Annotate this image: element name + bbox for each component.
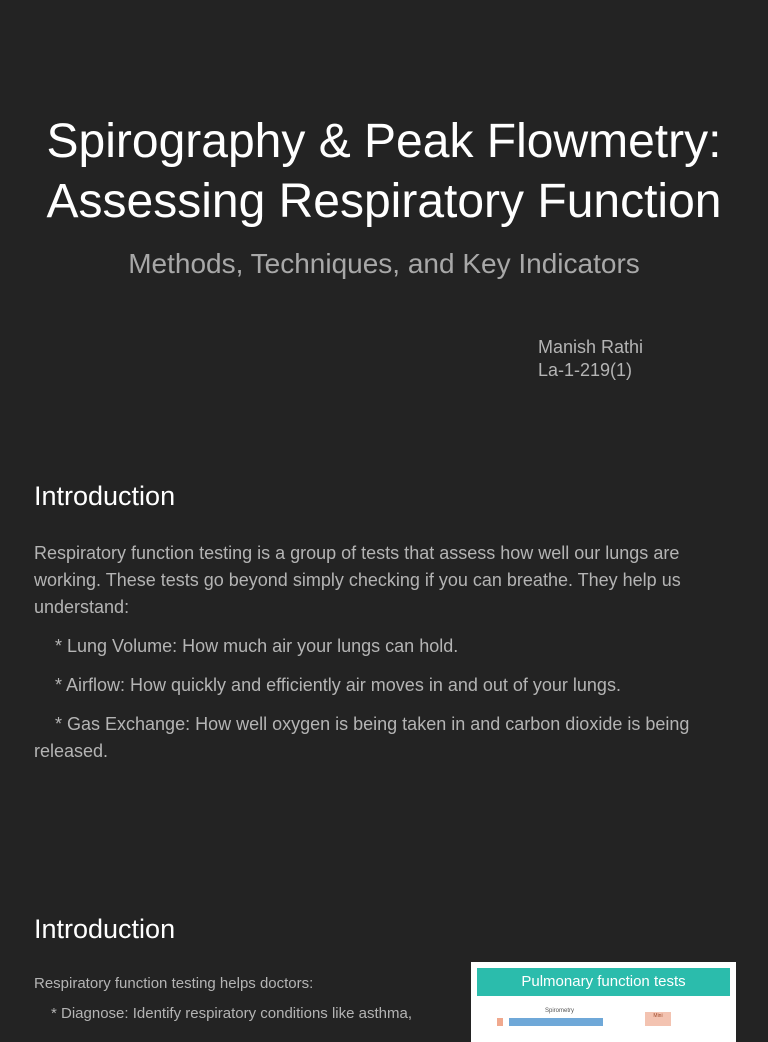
figure-small-bar xyxy=(497,1018,503,1026)
introduction-body xyxy=(34,972,444,1032)
bullet-diagnose: * Diagnose: Identify respiratory conditions like asthma, xyxy=(51,1005,413,1022)
title-slide xyxy=(0,0,768,430)
section-heading: Introduction xyxy=(34,481,176,511)
title-line-1: Spirography & Peak Flowmetry: xyxy=(46,115,722,168)
pulmonary-function-tests-figure xyxy=(471,962,736,1042)
introduction-slide-1 xyxy=(0,430,768,890)
figure-spirometry-bar xyxy=(509,1018,603,1026)
figure-banner: Pulmonary function tests xyxy=(477,968,730,996)
author-block xyxy=(538,336,643,382)
bullet-lung-volume: * Lung Volume: How much air your lungs can hold. xyxy=(55,636,459,656)
title-line-2: Assessing Respiratory Function xyxy=(46,175,722,228)
bullet-airflow: * Airflow: How quickly and efficiently air moves in and out of your lungs. xyxy=(55,675,621,695)
author-roll-number: La-1-219(1) xyxy=(538,360,633,380)
introduction-paragraph: Respiratory function testing helps doctors: xyxy=(34,975,314,992)
figure-label-spirometry: Spirometry xyxy=(545,1008,575,1014)
introduction-body xyxy=(34,540,738,777)
section-heading: Introduction xyxy=(34,914,176,944)
presentation-subtitle: Methods, Techniques, and Key Indicators xyxy=(128,248,640,279)
introduction-slide-2 xyxy=(0,890,768,1024)
author-name: Manish Rathi xyxy=(538,337,644,357)
figure-box: Mini xyxy=(645,1012,671,1026)
presentation-title xyxy=(0,112,768,232)
bullet-gas-exchange: * Gas Exchange: How well oxygen is being taken in and carbon dioxide is being released. xyxy=(34,714,690,761)
introduction-paragraph: Respiratory function testing is a group of tests that assess how well our lungs are working. These tests go beyond simply checking if you can breathe. They help us understand: xyxy=(34,543,681,617)
